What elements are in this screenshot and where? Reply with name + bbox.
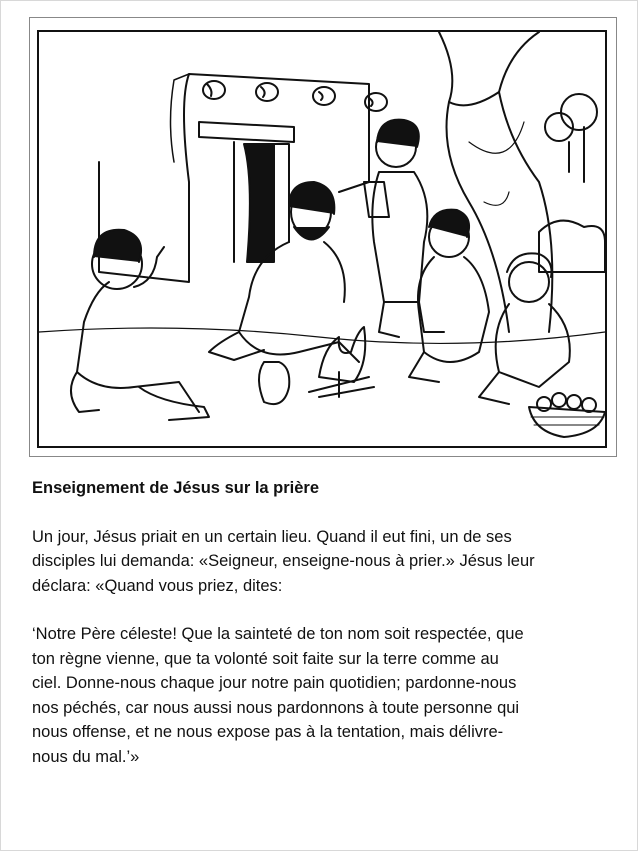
prayer-line: nos péchés, car nous aussi nous pardonnons à toute personne qui xyxy=(32,698,520,717)
disciple-sitting-icon xyxy=(409,210,489,382)
lesson-title: Enseignement de Jésus sur la prière xyxy=(32,479,320,497)
ground-line xyxy=(39,328,605,343)
intro-line: déclara: «Quand vous priez, dites: xyxy=(32,576,283,595)
campfire-icon xyxy=(259,327,374,404)
disciple-right-icon xyxy=(479,253,570,404)
tree-icon xyxy=(439,32,597,332)
prayer-line: ‘Notre Père céleste! Que la sainteté de ton nom soit respectée, que xyxy=(32,625,524,643)
prayer-line: nous offense, et ne nous expose pas à la tentation, mais délivre- xyxy=(32,723,504,741)
intro-line: Un jour, Jésus priait en un certain lieu. Quand il eut fini, un de ses xyxy=(32,527,512,546)
prayer-line: ton règne vienne, que ta volonté soit faite sur la terre comme au xyxy=(32,649,499,668)
intro-line: disciples lui demanda: «Seigneur, enseigne-nous à prier.» Jésus leur xyxy=(32,552,535,570)
prayer-line: ciel. Donne-nous chaque jour notre pain quotidien; pardonne-nous xyxy=(32,674,517,692)
lesson-text xyxy=(32,476,622,769)
bread-basket-icon xyxy=(529,393,605,437)
house-icon xyxy=(99,74,387,282)
coloring-illustration xyxy=(37,30,607,448)
prayer-line: nous du mal.’» xyxy=(32,747,140,766)
jug-icon xyxy=(259,362,289,404)
jesus-icon xyxy=(209,182,359,362)
